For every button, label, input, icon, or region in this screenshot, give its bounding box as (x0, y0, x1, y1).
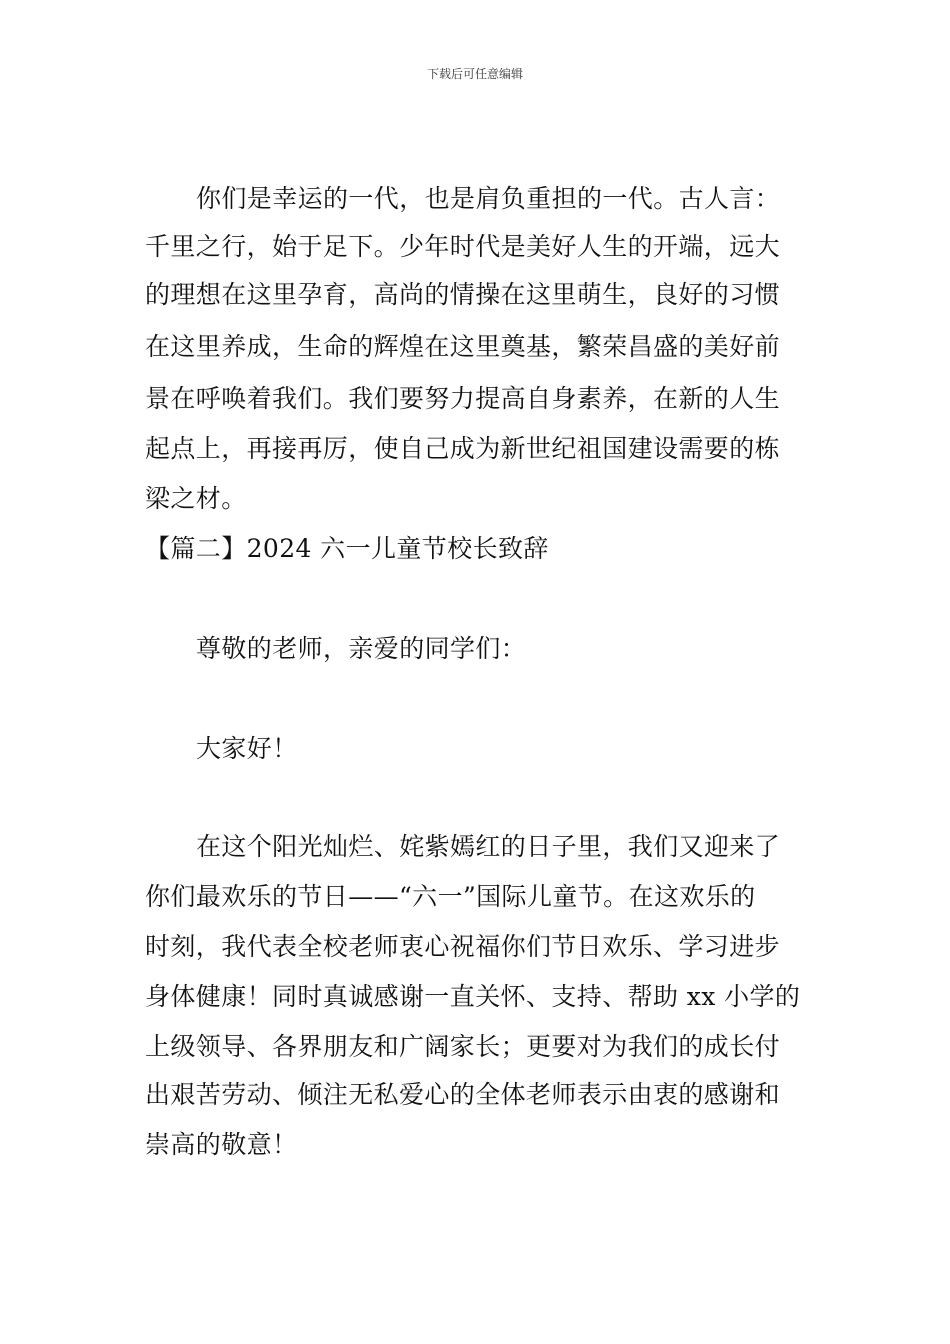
paragraph-line: 起点上，再接再厉，使自己成为新世纪祖国建设需要的栋 (145, 434, 781, 463)
salutation: 尊敬的老师，亲爱的同学们： (196, 634, 527, 663)
paragraph-line: 的理想在这里孕育，高尚的情操在这里萌生，良好的习惯 (145, 280, 781, 309)
paragraph-line: 在这里养成，生命的辉煌在这里奠基，繁荣昌盛的美好前 (145, 332, 781, 361)
paragraph-line: 景在呼唤着我们。我们要努力提高自身素养，在新的人生 (145, 384, 781, 413)
section-heading: 【篇二】2024 六一儿童节校长致辞 (145, 534, 549, 563)
paragraph-line: 身体健康！同时真诚感谢一直关怀、支持、帮助 xx 小学的 (145, 982, 801, 1011)
paragraph-line: 千里之行，始于足下。少年时代是美好人生的开端，远大 (145, 232, 781, 261)
greeting: 大家好！ (196, 734, 298, 763)
paragraph-line: 崇高的敬意！ (145, 1130, 298, 1159)
paragraph-line: 在这个阳光灿烂、姹紫嫣红的日子里，我们又迎来了 (196, 832, 781, 861)
paragraph-line: 出艰苦劳动、倾注无私爱心的全体老师表示由衷的感谢和 (145, 1080, 781, 1109)
paragraph-line: 你们是幸运的一代，也是肩负重担的一代。古人言： (196, 184, 781, 213)
paragraph-line: 梁之材。 (145, 484, 247, 513)
paragraph-line: 上级领导、各界朋友和广阔家长；更要对为我们的成长付 (145, 1032, 781, 1061)
header-note: 下载后可任意编辑 (426, 67, 523, 81)
paragraph-line: 时刻，我代表全校老师衷心祝福你们节日欢乐、学习进步 (145, 932, 781, 961)
paragraph-line: 你们最欢乐的节日——“六一”国际儿童节。在这欢乐的 (145, 882, 756, 911)
